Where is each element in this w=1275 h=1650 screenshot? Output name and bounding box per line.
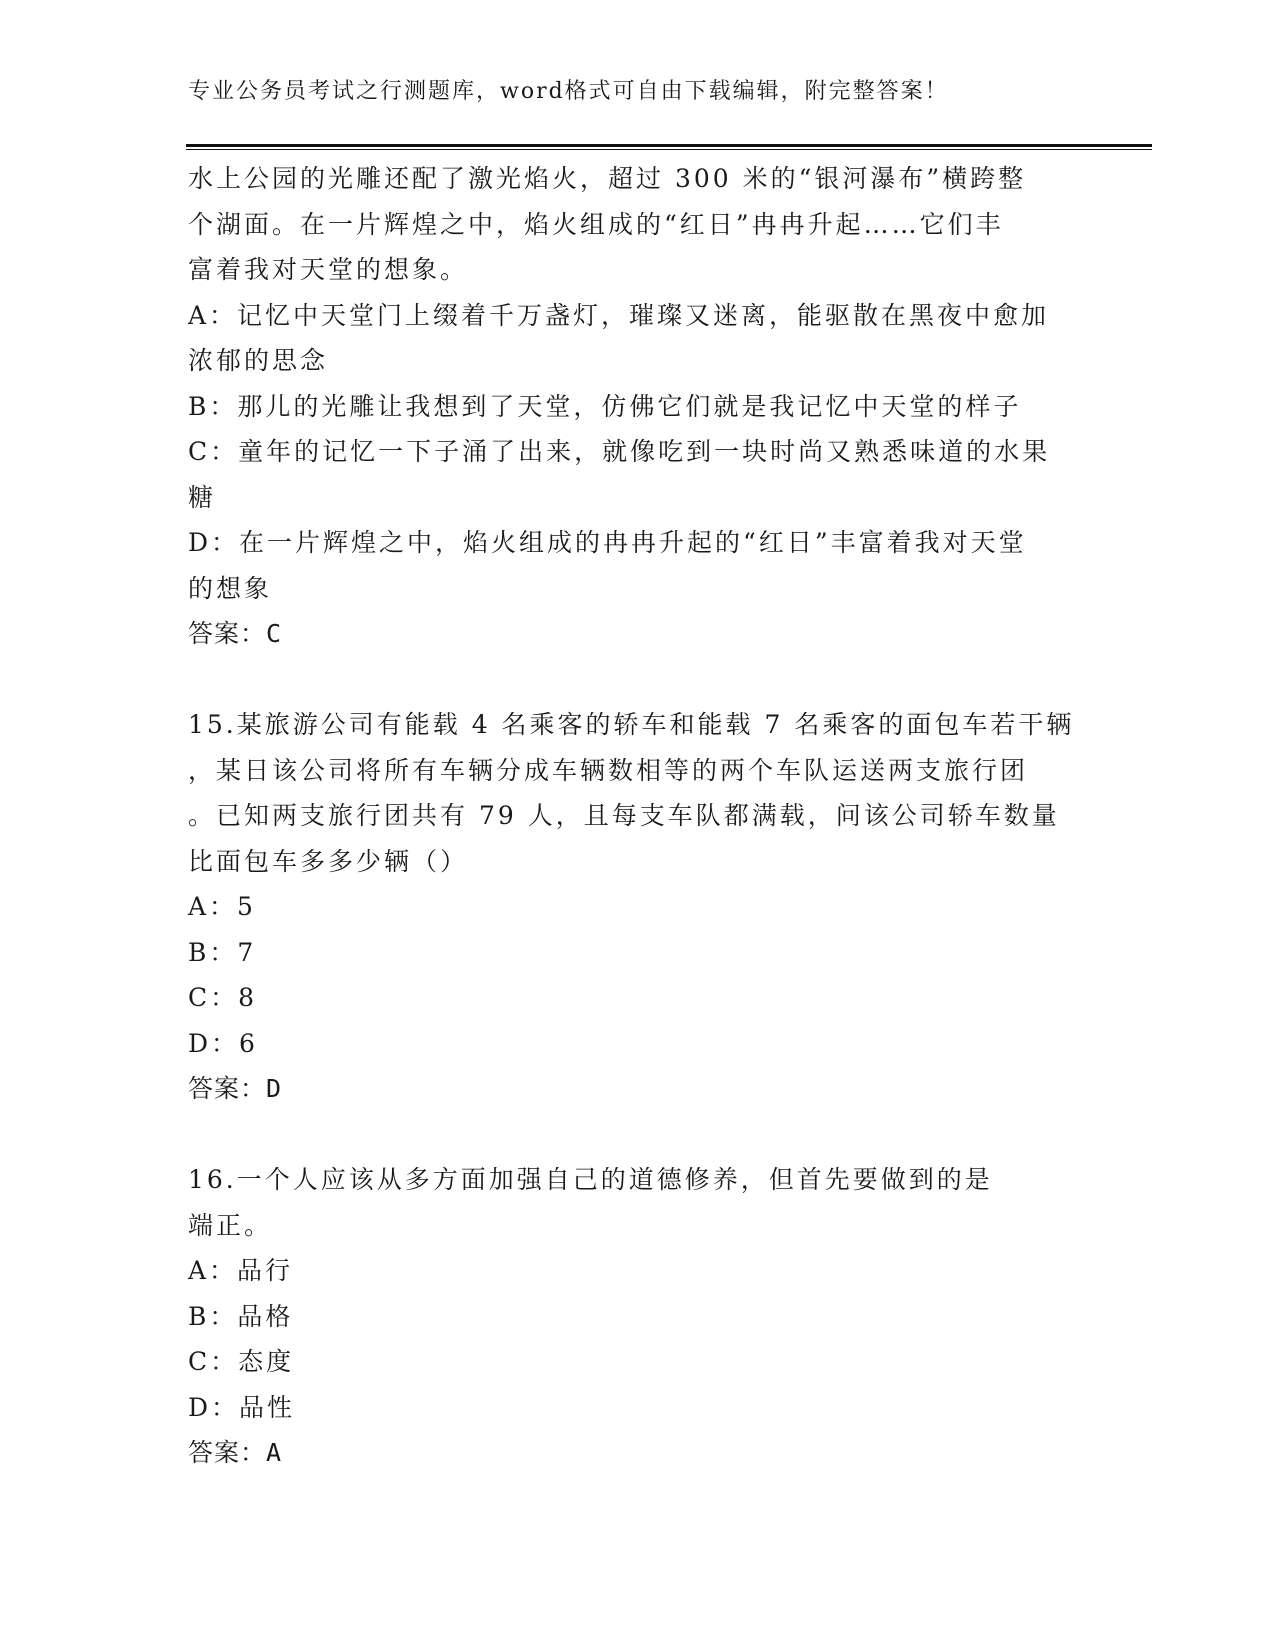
page-header: 专业公务员考试之行测题库，word格式可自由下载编辑，附完整答案！: [188, 79, 949, 104]
question-15: [188, 702, 1088, 1112]
question-line: 。已知两支旅行团共有 79 人，且每支车队都满载，问该公司轿车数量: [188, 801, 1060, 830]
option-a: A：5: [188, 892, 256, 921]
option-a: A：品行: [188, 1256, 294, 1285]
option-c: C：态度: [188, 1347, 295, 1376]
question-line: 16.一个人应该从多方面加强自己的道德修养，但首先要做到的是: [188, 1165, 993, 1194]
option-b: B：品格: [188, 1301, 294, 1331]
header-rule-thin: [186, 149, 1152, 150]
option-b: B：那儿的光雕让我想到了天堂，仿佛它们就是我记忆中天堂的样子: [188, 391, 1022, 421]
answer-14: 答案：C: [188, 619, 283, 648]
question-line: 15.某旅游公司有能载 4 名乘客的轿车和能载 7 名乘客的面包车若干辆: [188, 710, 1075, 739]
question-line: 端正。: [188, 1210, 273, 1240]
passage-line: 个湖面。在一片辉煌之中，焰火组成的“红日”冉冉升起……它们丰: [188, 209, 1004, 239]
option-a-cont: 浓郁的思念: [188, 346, 329, 375]
option-d: D：品性: [188, 1392, 296, 1422]
question-line: ，某日该公司将所有车辆分成车辆数相等的两个车队运送两支旅行团: [188, 755, 1029, 785]
question-14: [188, 156, 1088, 657]
passage-line: 水上公园的光雕还配了激光焰火，超过 300 米的“银河瀑布”横跨整: [188, 164, 1027, 193]
option-d: D：在一片辉煌之中，焰火组成的冉冉升起的“红日”丰富着我对天堂: [188, 528, 1027, 557]
option-c: C：8: [188, 983, 258, 1012]
answer-15: 答案：D: [188, 1074, 283, 1103]
option-c-cont: 糖: [188, 482, 217, 512]
question-line: 比面包车多多少辆（）: [188, 846, 469, 876]
option-d-cont: 的想象: [188, 573, 273, 603]
option-b: B：7: [188, 937, 257, 967]
passage-line: 富着我对天堂的想象。: [188, 255, 469, 284]
document-body: [188, 156, 1088, 1476]
header-rule-thick: [186, 144, 1152, 147]
option-d: D：6: [188, 1028, 258, 1058]
answer-16: 答案：A: [188, 1438, 283, 1467]
spacer: [188, 657, 1088, 703]
option-c: C：童年的记忆一下子涌了出来，就像吃到一块时尚又熟悉味道的水果: [188, 437, 1051, 466]
option-a: A：记忆中天堂门上缀着千万盏灯，璀璨又迷离，能驱散在黑夜中愈加: [188, 300, 1050, 330]
question-16: [188, 1157, 1088, 1476]
spacer: [188, 1112, 1088, 1158]
